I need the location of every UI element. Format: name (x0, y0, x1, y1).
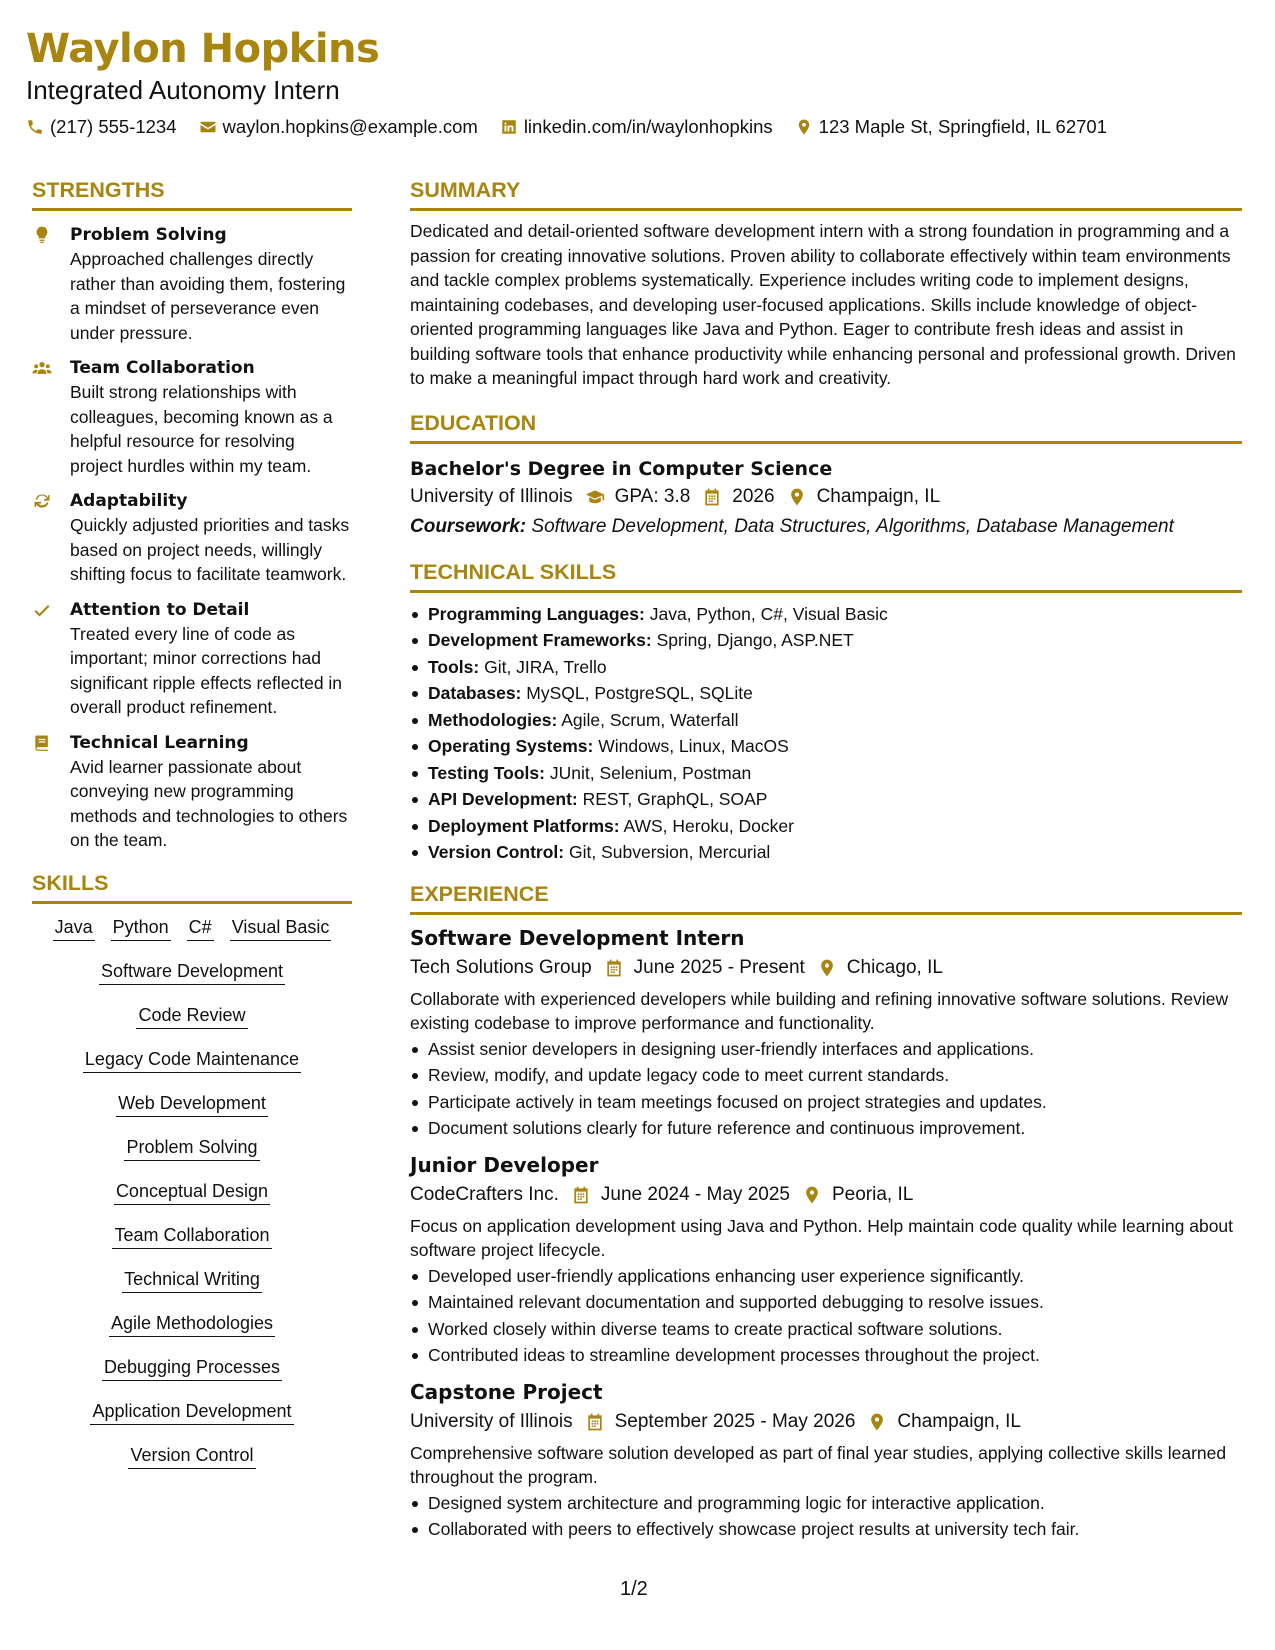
skill-chip: Web Development (116, 1090, 268, 1117)
skill-label: Development Frameworks: (428, 630, 652, 650)
linkedin-text: linkedin.com/in/waylonhopkins (523, 116, 773, 137)
coursework-list: Software Development, Data Structures, Algorithms, Database Management (531, 515, 1174, 537)
list-item: Designed system architecture and programming logic for interactive application. (410, 1490, 1242, 1517)
location-icon (795, 118, 813, 136)
job-meta (410, 1407, 1242, 1437)
job-description: Collaborate with experienced developers while building and refining innovative software solutions. Review existing codebase to improve performance and functionality. (410, 988, 1229, 1033)
job-title: Integrated Autonomy Intern (26, 75, 340, 105)
skill-chip: Application Development (90, 1398, 293, 1425)
strength-item (32, 223, 352, 345)
skill-row (32, 1442, 352, 1469)
list-item (410, 760, 1242, 787)
resume-header (26, 22, 1256, 138)
job-title: Software Development Intern (410, 925, 745, 950)
email-text: waylon.hopkins@example.com (222, 116, 478, 137)
contact-linkedin[interactable] (500, 116, 773, 138)
strength-desc: Built strong relationships with colleagues, becoming known as a helpful resource for resolving project hurdles within my team. (70, 382, 333, 476)
technical-skills-list (410, 601, 1242, 866)
skill-row (32, 1046, 352, 1073)
school-name: University of Illinois (410, 485, 573, 507)
skill-row (32, 1398, 352, 1425)
coursework-label: Coursework: (410, 515, 527, 537)
skill-label: Deployment Platforms: (428, 815, 620, 836)
job-dates: June 2024 - May 2025 (600, 1183, 790, 1205)
skill-chip: Visual Basic (230, 914, 332, 941)
strength-title: Team Collaboration (70, 358, 255, 378)
skill-value: JUnit, Selenium, Postman (549, 762, 752, 783)
contact-email[interactable] (199, 116, 478, 138)
skill-row (32, 1310, 352, 1337)
users-icon (32, 358, 52, 378)
list-item: Review, modify, and update legacy code to meet current standards. (410, 1062, 1242, 1089)
strength-item (32, 356, 352, 478)
graduation-cap-icon (585, 487, 605, 507)
summary-text: Dedicated and detail-oriented software development intern with a strong foundation in programming and a passion for creating innovative solutions. Proven ability to collaborate effectively within team environments and tackle complex problems systematically. Experience includes writing code to implement designs, maintaining codebases, and developing user-focused applications. Skills include knowledge of object-oriented programming languages like Java and Python. Eager to contribute fresh ideas and assist in building software tools that enhance productivity while enhancing personal and professional growth. Driven to make a meaningful impact through hard work and creativity. (410, 221, 1236, 388)
strength-title: Adaptability (70, 491, 188, 511)
strength-desc: Treated every line of code as important; minor corrections had significant ripple effects reflected in overall product refinement. (70, 623, 343, 717)
lightbulb-icon (32, 225, 52, 245)
job-location: Peoria, IL (831, 1183, 914, 1205)
skill-value: Spring, Django, ASP.NET (656, 630, 854, 650)
skill-row (32, 1134, 352, 1161)
skill-chip: C# (187, 914, 214, 941)
skill-row (32, 1266, 352, 1293)
list-item (410, 601, 1242, 628)
phone-icon (26, 118, 44, 136)
job-location: Champaign, IL (897, 1410, 1021, 1432)
list-item: Developed user-friendly applications enhancing user experience significantly. (410, 1263, 1242, 1290)
list-item (410, 654, 1242, 681)
skill-chip: Agile Methodologies (109, 1310, 275, 1337)
list-item: Assist senior developers in designing user-friendly interfaces and applications. (410, 1036, 1242, 1063)
job-entry (410, 923, 1242, 1142)
skill-chip: Java (53, 914, 95, 941)
job-description: Comprehensive software solution developed as part of final year studies, applying collective skills learned throughout the program. (410, 1442, 1227, 1487)
school-location: Champaign, IL (816, 485, 941, 507)
job-title: Junior Developer (410, 1152, 599, 1177)
skill-value: AWS, Heroku, Docker (623, 815, 794, 836)
list-item: Worked closely within diverse teams to create practical software solutions. (410, 1316, 1242, 1343)
strength-title: Attention to Detail (70, 599, 250, 620)
strength-title: Problem Solving (70, 225, 227, 245)
skill-chip: Conceptual Design (114, 1178, 270, 1205)
location-icon (802, 1185, 822, 1205)
strength-desc: Approached challenges directly rather than avoiding them, fostering a mindset of perseverance even under pressure. (70, 249, 346, 343)
strengths-heading: STRENGTHS (32, 176, 352, 211)
list-item (410, 680, 1242, 707)
contact-bar (26, 116, 1256, 138)
skill-row (32, 1354, 352, 1381)
graduation-year: 2026 (732, 485, 775, 507)
job-entry (410, 1150, 1242, 1369)
strength-desc: Avid learner passionate about conveying new programming methods and technologies to others on the team. (70, 756, 348, 850)
right-column (410, 176, 1242, 1549)
skill-chip: Debugging Processes (102, 1354, 282, 1381)
skill-row (32, 1222, 352, 1249)
strength-title: Technical Learning (70, 732, 249, 753)
skill-label: Testing Tools: (428, 762, 545, 783)
skill-chip: Technical Writing (122, 1266, 262, 1293)
calendar-icon (604, 958, 624, 978)
contact-address (795, 116, 1107, 138)
company-name: CodeCrafters Inc. (410, 1183, 559, 1205)
strength-item (32, 731, 352, 853)
job-bullets (410, 1490, 1242, 1543)
job-entry (410, 1377, 1242, 1543)
book-icon (32, 733, 52, 753)
list-item: Collaborated with peers to effectively showcase project results at university tech fair. (410, 1516, 1242, 1543)
list-item: Participate actively in team meetings focused on project strategies and updates. (410, 1089, 1242, 1116)
candidate-name: Waylon Hopkins (26, 26, 380, 72)
list-item: Contributed ideas to streamline development processes throughout the project. (410, 1342, 1242, 1369)
skill-label: Databases: (428, 683, 522, 703)
job-meta (410, 1180, 1242, 1210)
envelope-icon (199, 118, 217, 136)
linkedin-icon (500, 118, 518, 136)
skill-label: Programming Languages: (428, 603, 645, 624)
skill-value: Java, Python, C#, Visual Basic (649, 603, 888, 624)
skill-row (32, 1002, 352, 1029)
job-meta (410, 953, 1242, 983)
job-dates: June 2025 - Present (633, 956, 805, 978)
skills-list (32, 914, 352, 1486)
job-dates: September 2025 - May 2026 (614, 1410, 856, 1432)
skill-chip: Team Collaboration (112, 1222, 271, 1249)
list-item (410, 707, 1242, 734)
job-title: Capstone Project (410, 1379, 603, 1404)
gpa-text: GPA: 3.8 (614, 485, 691, 507)
skill-chip: Python (111, 914, 171, 941)
list-item (410, 813, 1242, 840)
job-location: Chicago, IL (846, 956, 943, 978)
skill-value: Git, JIRA, Trello (484, 656, 607, 677)
skill-chip: Problem Solving (124, 1134, 259, 1161)
list-item: Document solutions clearly for future reference and continuous improvement. (410, 1115, 1242, 1142)
skill-label: Operating Systems: (428, 736, 594, 756)
skill-value: REST, GraphQL, SOAP (582, 789, 768, 809)
location-icon (817, 958, 837, 978)
sync-icon (32, 491, 52, 511)
list-item (410, 786, 1242, 813)
skill-chip: Code Review (136, 1002, 247, 1029)
education-heading: EDUCATION (410, 409, 1242, 444)
strength-item (32, 598, 352, 720)
location-icon (867, 1412, 887, 1432)
skill-chip: Software Development (99, 958, 285, 985)
technical-skills-heading: TECHNICAL SKILLS (410, 558, 1242, 593)
left-column (32, 176, 352, 1486)
job-bullets (410, 1263, 1242, 1369)
skill-chip: Version Control (128, 1442, 255, 1469)
calendar-icon (702, 487, 722, 507)
skill-value: MySQL, PostgreSQL, SQLite (526, 683, 753, 703)
skill-row (32, 914, 352, 941)
strength-item (32, 489, 352, 587)
list-item (410, 839, 1242, 866)
company-name: University of Illinois (410, 1410, 573, 1432)
coursework (410, 512, 1242, 542)
address-text: 123 Maple St, Springfield, IL 62701 (818, 116, 1107, 137)
skill-row (32, 1090, 352, 1117)
list-item (410, 627, 1242, 654)
page-number: 1/2 (620, 1578, 648, 1600)
company-name: Tech Solutions Group (410, 956, 592, 978)
summary-heading: SUMMARY (410, 176, 1242, 211)
education-meta (410, 482, 1242, 512)
experience-heading: EXPERIENCE (410, 880, 1242, 915)
contact-phone[interactable] (26, 116, 177, 138)
skill-label: Version Control: (428, 842, 565, 862)
skills-heading: SKILLS (32, 869, 352, 904)
strengths-list (32, 223, 352, 853)
phone-text: (217) 555-1234 (50, 116, 177, 137)
skill-value: Git, Subversion, Mercurial (569, 842, 771, 862)
skill-label: Methodologies: (428, 709, 558, 730)
skill-row (32, 958, 352, 985)
list-item: Maintained relevant documentation and supported debugging to resolve issues. (410, 1289, 1242, 1316)
job-description: Focus on application development using Java and Python. Help maintain code quality while learning about software project lifecycle. (410, 1215, 1234, 1260)
list-item (410, 733, 1242, 760)
skill-value: Windows, Linux, MacOS (598, 736, 789, 756)
skill-label: API Development: (428, 789, 578, 809)
location-icon (787, 487, 807, 507)
skill-chip: Legacy Code Maintenance (83, 1046, 301, 1073)
job-bullets (410, 1036, 1242, 1142)
skill-label: Tools: (428, 656, 480, 677)
degree-title: Bachelor's Degree in Computer Science (410, 457, 833, 480)
skill-value: Agile, Scrum, Waterfall (561, 709, 739, 730)
calendar-icon (585, 1412, 605, 1432)
calendar-icon (571, 1185, 591, 1205)
skill-row (32, 1178, 352, 1205)
check-icon (32, 600, 52, 620)
strength-desc: Quickly adjusted priorities and tasks based on project needs, willingly shifting focus to facilitate teamwork. (70, 515, 350, 584)
